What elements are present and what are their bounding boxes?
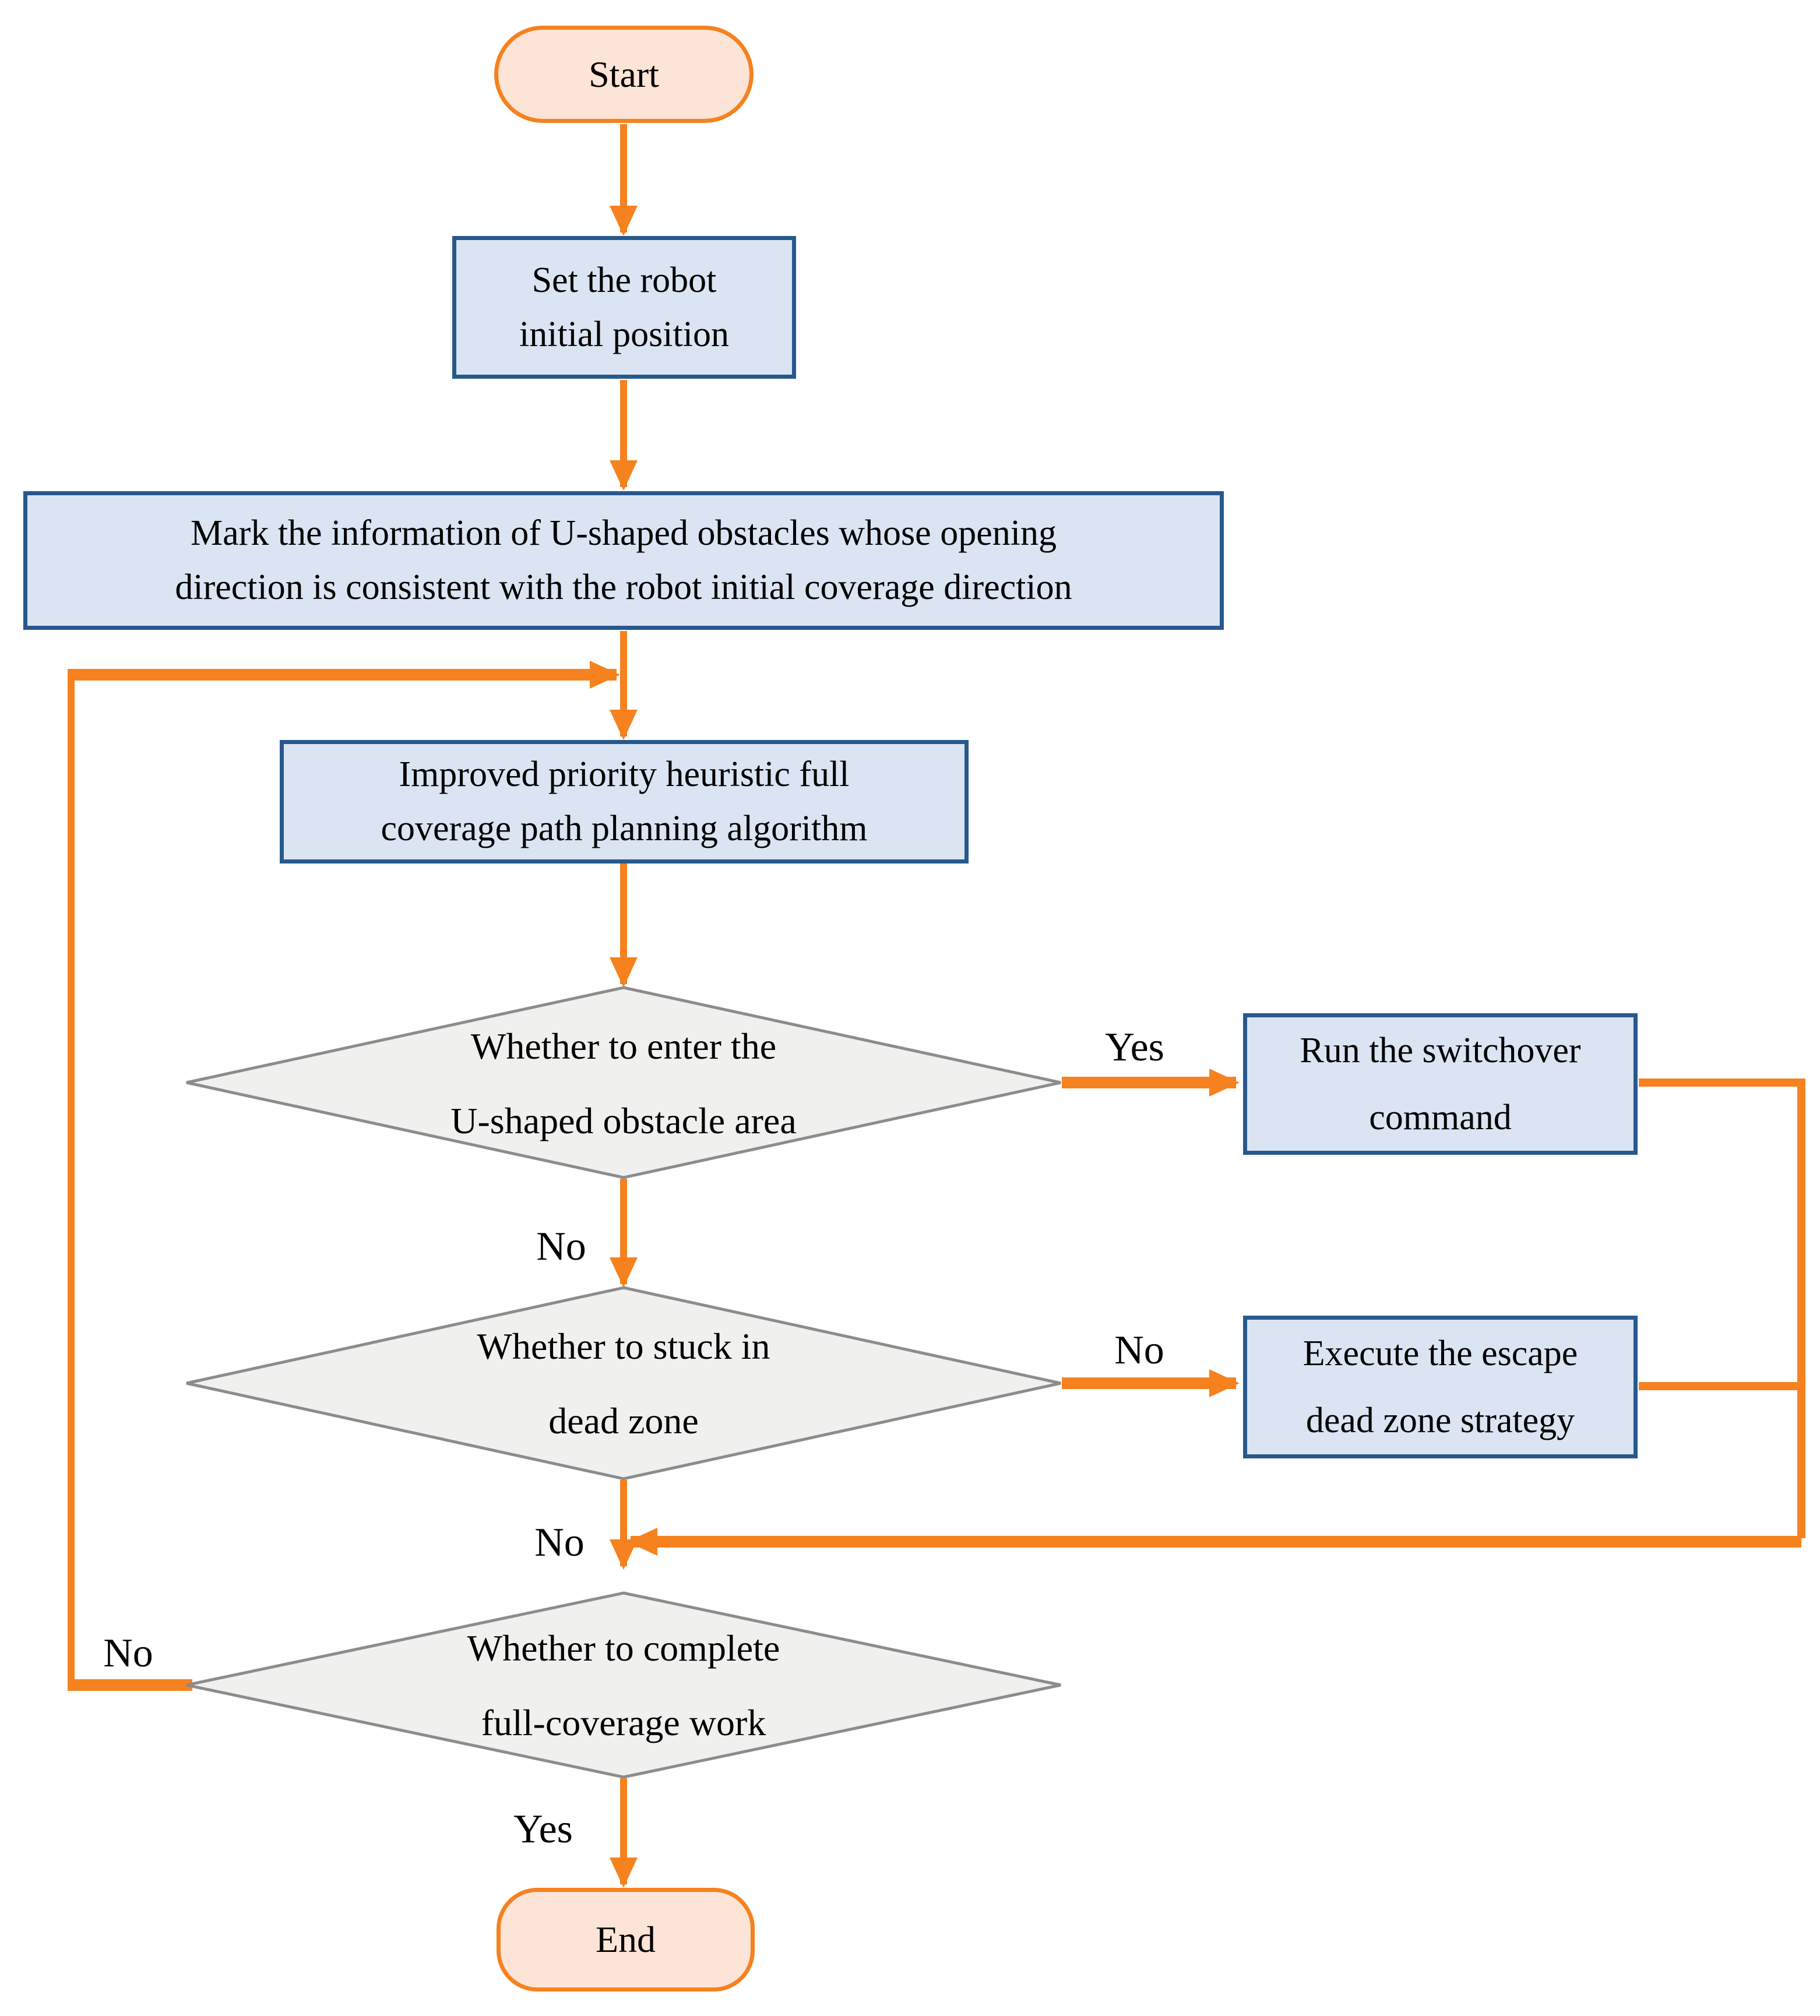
node-start	[494, 26, 754, 123]
node-end-label: End	[595, 1919, 656, 1960]
edge-label-yes-enter: Yes	[1105, 1025, 1164, 1070]
node-execute-escape	[1243, 1316, 1638, 1458]
node-set-initial-position-label: Set the robot initial position	[519, 260, 729, 354]
edge-label-no-enter: No	[536, 1224, 586, 1269]
node-enter-u-area-label: Whether to enter the U-shaped obstacle area	[450, 1025, 797, 1141]
edge-label-yes-complete: Yes	[513, 1807, 573, 1852]
node-end	[497, 1888, 755, 1992]
node-complete-work-label: Whether to complete full-coverage work	[467, 1627, 780, 1743]
node-stuck-dead-zone-label: Whether to stuck in dead zone	[477, 1326, 770, 1441]
node-execute-escape-label: Execute the escape dead zone strategy	[1302, 1333, 1578, 1440]
node-start-label: Start	[589, 53, 659, 95]
node-set-initial-position	[452, 236, 796, 379]
edge-label-no-stuck: No	[1114, 1328, 1164, 1373]
node-run-switchover	[1243, 1013, 1638, 1155]
node-improved-algorithm	[280, 740, 969, 864]
edge-label-no-complete: No	[103, 1631, 153, 1676]
node-mark-u-shaped-obstacles	[23, 491, 1224, 630]
node-improved-algorithm-label: Improved priority heuristic full coverage path planning algorithm	[381, 755, 868, 848]
node-mark-u-shaped-obstacles-label: Mark the information of U-shaped obstacles whose opening direction is consistent with the robot initial coverage direction	[175, 513, 1072, 607]
edge-run-switchover-right-rail	[1639, 1083, 1801, 1538]
edge-label-no-merge: No	[534, 1520, 585, 1565]
node-run-switchover-label: Run the switchover command	[1300, 1030, 1581, 1137]
